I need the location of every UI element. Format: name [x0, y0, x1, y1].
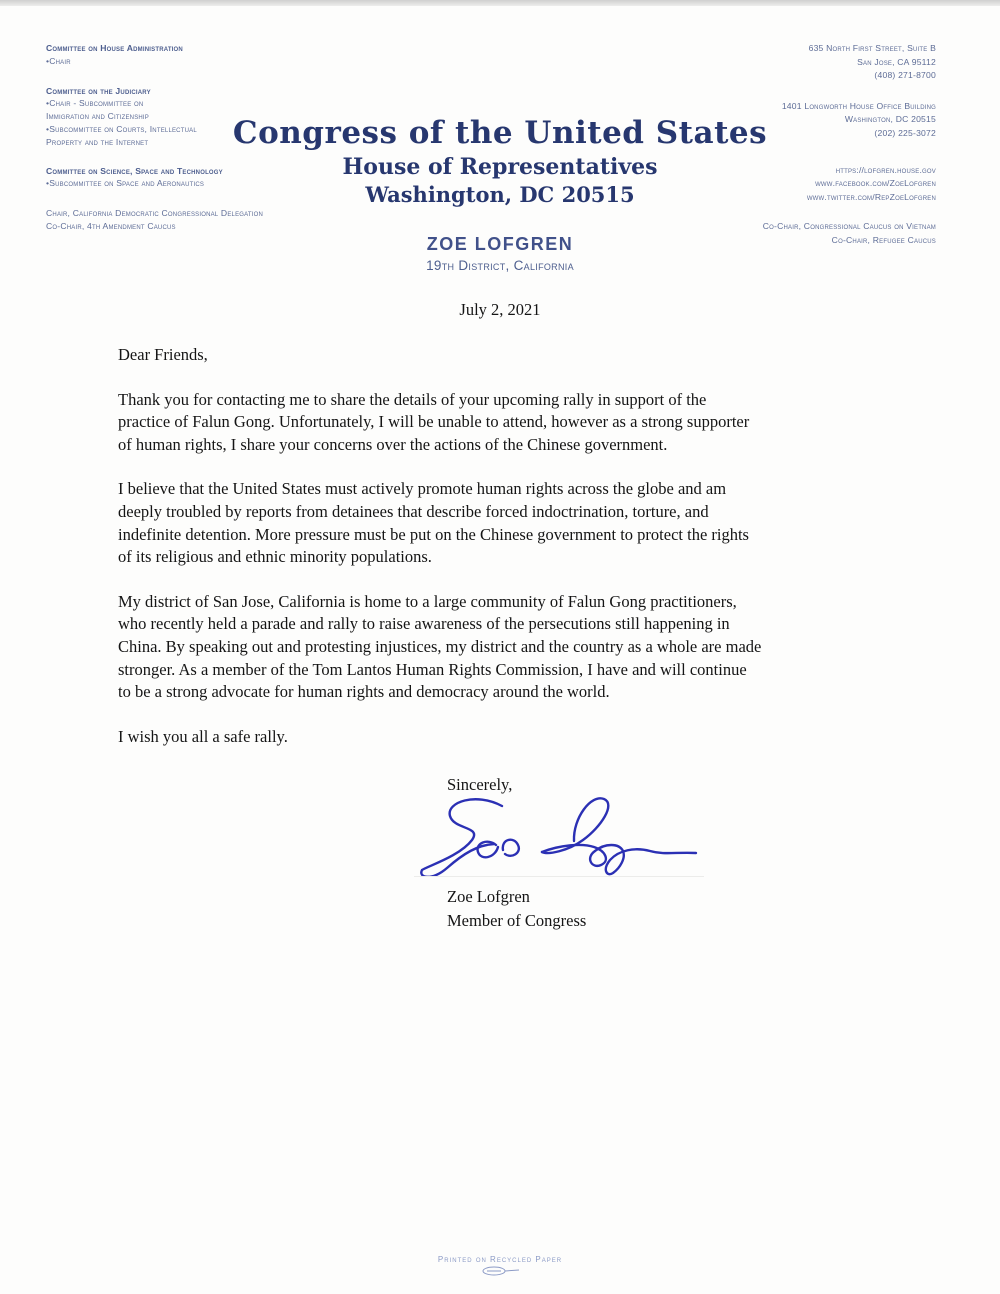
member-district: 19th District, California [426, 258, 574, 273]
body-line: I believe that the United States must actively promote human rights across the globe and am [118, 479, 727, 499]
signature-stroke [542, 845, 606, 866]
address-line: Washington, DC 20515 [844, 114, 936, 125]
paragraph [118, 478, 908, 568]
address-line: 1401 Longworth House Office Building [781, 100, 936, 111]
committee-line: •Chair - Subcommittee on [46, 98, 144, 109]
masthead-subtitle: House of Representatives [342, 154, 658, 180]
facebook-url: www.facebook.com/ZoeLofgren [815, 178, 936, 189]
signature-image [414, 792, 704, 877]
paragraph [118, 726, 908, 749]
signature-stroke [478, 840, 519, 858]
committee-line: Committee on House Administration [46, 43, 183, 53]
letter-body [118, 344, 908, 770]
salutation: Dear Friends, [118, 345, 208, 364]
committee-line: •Subcommittee on Space and Aeronautics [46, 178, 205, 189]
body-line: to be a strong advocate for human rights and democracy around the world. [118, 682, 610, 702]
committee-line: Committee on Science, Space and Technology [46, 165, 223, 176]
caucus-line: Co-Chair, Refugee Caucus [831, 234, 936, 245]
masthead-city: Washington, DC 20515 [365, 182, 635, 207]
signature-stroke [421, 799, 502, 876]
member-name: ZOE LOFGREN [426, 234, 574, 254]
footer [0, 1255, 1000, 1277]
committee-line: Immigration and Citizenship [46, 111, 149, 122]
committee-line: Committee on the Judiciary [46, 85, 151, 96]
paragraph [118, 591, 908, 704]
address-line: San Jose, CA 95112 [857, 56, 936, 67]
signature-stroke [595, 845, 696, 874]
caucus-line: Co-Chair, Congressional Caucus on Vietnam [762, 221, 936, 232]
caucus-line: Chair, California Democratic Congressional Delegation [46, 208, 264, 219]
twitter-url: www.twitter.com/RepZoeLofgren [806, 191, 936, 202]
phone-number: (408) 271-8700 [874, 70, 936, 81]
address-line: 635 North First Street, Suite B [808, 43, 936, 53]
caucus-line: Co-Chair, 4th Amendment Caucus [46, 220, 176, 231]
body-line: Thank you for contacting me to share the details of your upcoming rally in support of the [118, 389, 707, 409]
committee-group [46, 42, 346, 68]
signer-title: Member of Congress [447, 910, 587, 930]
signature-block [447, 885, 586, 932]
address-group [636, 42, 936, 83]
body-line: who recently held a parade and rally to raise awareness of the persecutions still happening in [118, 614, 730, 634]
paragraph [118, 389, 908, 457]
committee-line: •Subcommittee on Courts, Intellectual [46, 123, 197, 134]
body-line: I wish you all a safe rally. [118, 726, 288, 746]
closing: Sincerely, [447, 775, 513, 794]
body-line: practice of Falun Gong. Unfortunately, I will be unable to attend, however as a strong supporter [118, 412, 750, 432]
committee-line: •Chair [46, 55, 71, 66]
body-line: indefinite detention. More pressure must be put on the Chinese government to protect the rights [118, 524, 749, 544]
phone-number: (202) 225-3072 [874, 127, 936, 138]
body-line: China. By speaking out and protesting injustices, my district and the country as a whole are made [118, 636, 762, 656]
letter-date: July 2, 2021 [459, 300, 541, 319]
body-line: deeply troubled by reports from detainees that describe forced indoctrination, torture, and [118, 501, 709, 521]
signer-name: Zoe Lofgren [447, 887, 530, 906]
body-line: My district of San Jose, California is home to a large community of Falun Gong practitioners, [118, 591, 737, 611]
body-line: stronger. As a member of the Tom Lantos Human Rights Commission, I have and will continue [118, 659, 747, 679]
body-line: of its religious and ethnic minority populations. [118, 547, 432, 567]
body-line: of human rights, I share your concerns over the actions of the Chinese government. [118, 434, 668, 454]
recycled-paper-icon [479, 1265, 521, 1277]
committee-line: Property and the Internet [46, 136, 149, 147]
recycled-paper-note: Printed on Recycled Paper [437, 1255, 563, 1264]
scan-edge-artifact [0, 0, 1000, 6]
masthead [0, 116, 1000, 273]
website-url: https://lofgren.house.gov [835, 164, 936, 175]
masthead-title: Congress of the United States [232, 115, 768, 151]
